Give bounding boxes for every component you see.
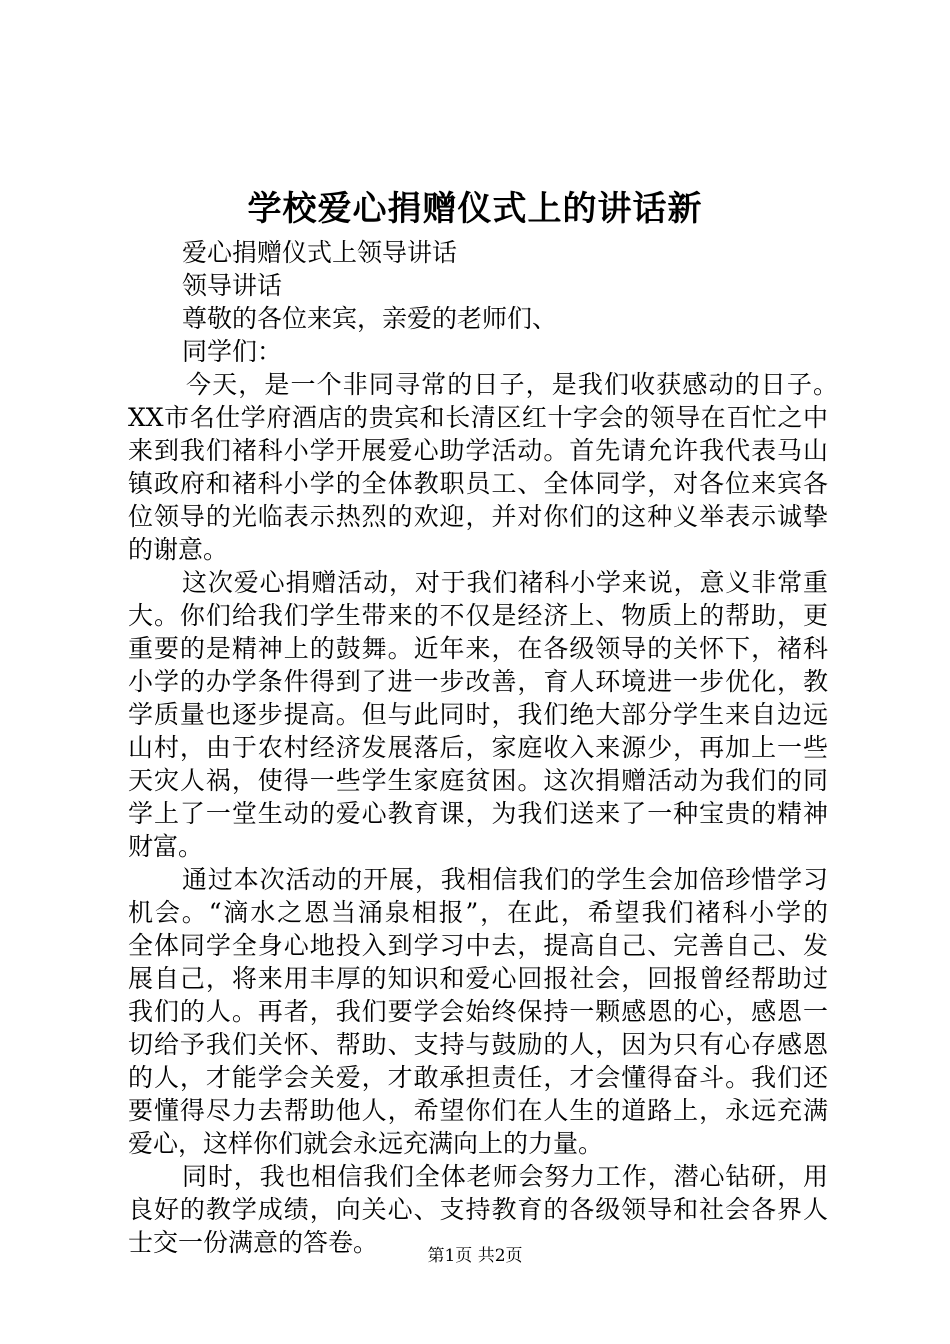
text-line: 展自己，将来用丰厚的知识和爱心回报社会，回报曾经帮助过 bbox=[128, 964, 828, 993]
text-line: 的人，才能学会关爱，才敢承担责任，才会懂得奋斗。我们还 bbox=[128, 1063, 828, 1092]
text-line: XX市名仕学府酒店的贵宾和长清区红十字会的领导在百忙之中 bbox=[128, 403, 828, 432]
text-line: 爱心，这样你们就会永远充满向上的力量。 bbox=[128, 1129, 604, 1158]
text-line: 今天，是一个非同寻常的日子，是我们收获感动的日子。 bbox=[186, 370, 838, 399]
text-line: 尊敬的各位来宾，亲爱的老师们、 bbox=[182, 304, 558, 333]
text-line: 士交一份满意的答卷。 bbox=[128, 1228, 379, 1257]
text-line: 学质量也逐步提高。但与此同时，我们绝大部分学生来自边远 bbox=[128, 700, 828, 729]
text-line: 要懂得尽力去帮助他人，希望你们在人生的道路上，永远充满 bbox=[128, 1096, 828, 1125]
text-line: 同学们： bbox=[182, 337, 283, 366]
text-line: 小学的办学条件得到了进一步改善，育人环境进一步优化，教 bbox=[128, 667, 828, 696]
document-body bbox=[128, 236, 848, 1259]
text-line: 领导讲话 bbox=[182, 271, 283, 300]
text-line: 的谢意。 bbox=[128, 535, 229, 564]
text-line: 机会。“滴水之恩当涌泉相报”，在此，希望我们褚科小学的 bbox=[128, 898, 828, 927]
text-line: 全体同学全身心地投入到学习中去，提高自己、完善自己、发 bbox=[128, 931, 828, 960]
text-line: 我们的人。再者，我们要学会始终保持一颗感恩的心，感恩一 bbox=[128, 997, 828, 1026]
document-title: 学校爱心捐赠仪式上的讲话新 bbox=[247, 189, 703, 229]
text-line: 良好的教学成绩，向关心、支持教育的各级领导和社会各界人 bbox=[128, 1195, 828, 1224]
text-line: 切给予我们关怀、帮助、支持与鼓励的人，因为只有心存感恩 bbox=[128, 1030, 828, 1059]
text-line: 来到我们褚科小学开展爱心助学活动。首先请允许我代表马山 bbox=[128, 436, 828, 465]
text-line: 天灾人祸，使得一些学生家庭贫困。这次捐赠活动为我们的同 bbox=[128, 766, 828, 795]
text-line: 重要的是精神上的鼓舞。近年来，在各级领导的关怀下，褚科 bbox=[128, 634, 828, 663]
text-line: 山村，由于农村经济发展落后，家庭收入来源少，再加上一些 bbox=[128, 733, 828, 762]
text-line: 同时，我也相信我们全体老师会努力工作，潜心钻研，用 bbox=[182, 1162, 828, 1191]
page-indicator: 第1页 共2页 bbox=[427, 1246, 523, 1266]
text-line: 大。你们给我们学生带来的不仅是经济上、物质上的帮助，更 bbox=[128, 601, 828, 630]
text-line: 镇政府和褚科小学的全体教职员工、全体同学，对各位来宾各 bbox=[128, 469, 828, 498]
text-line: 财富。 bbox=[128, 832, 204, 861]
text-line: 这次爱心捐赠活动，对于我们褚科小学来说，意义非常重 bbox=[182, 568, 828, 597]
text-line: 通过本次活动的开展，我相信我们的学生会加倍珍惜学习 bbox=[182, 865, 828, 894]
text-line: 爱心捐赠仪式上领导讲话 bbox=[182, 238, 458, 267]
text-line: 位领导的光临表示热烈的欢迎，并对你们的这种义举表示诚挚 bbox=[128, 502, 828, 531]
text-line: 学上了一堂生动的爱心教育课，为我们送来了一种宝贵的精神 bbox=[128, 799, 828, 828]
